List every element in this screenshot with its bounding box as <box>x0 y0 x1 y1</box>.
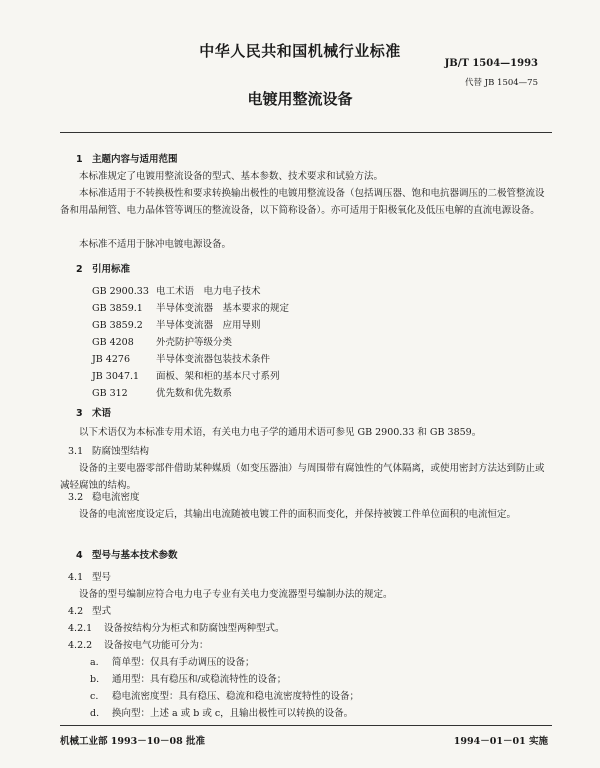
effective-date: 1994－01－01 实施 <box>453 736 548 747</box>
reference-name: 半导体变流器 基本要求的规定 <box>156 303 290 314</box>
subsection-text: 设备按结构分为柜式和防腐蚀型两种型式。 <box>104 623 285 634</box>
subsection-title: 防腐蚀型结构 <box>92 446 150 457</box>
list-item <box>90 705 359 722</box>
section-number: 3 <box>76 408 83 419</box>
replaces-standard: 代替 JB 1504—75 <box>464 78 538 88</box>
subsection-title: 型号 <box>92 572 112 583</box>
reference-code: GB 312 <box>92 388 128 399</box>
reference-code: GB 3859.2 <box>92 320 143 331</box>
list-text: 换向型：上述 a 或 b 或 c，且输出极性可以转换的设备。 <box>112 708 354 719</box>
subsection-number: 3.1 <box>68 446 84 457</box>
section-1-heading <box>76 151 178 165</box>
reference-list <box>92 283 289 402</box>
list-label: c. <box>90 691 99 702</box>
reference-code: GB 4208 <box>92 337 134 348</box>
subsection-number: 4.2.2 <box>68 640 93 651</box>
reference-name: 半导体变流器 应用导则 <box>156 320 261 331</box>
subsection-3-2-heading <box>68 489 140 503</box>
approval-date: 机械工业部 1993－10－08 批准 <box>60 736 205 747</box>
section-number: 1 <box>76 154 83 165</box>
subsection-4-1-text: 设备的型号编制应符合电力电子专业有关电力变流器型号编制办法的规定。 <box>79 589 393 600</box>
list-item <box>90 671 359 688</box>
standard-number: JB/T 1504—1993 <box>444 58 538 69</box>
reference-name: 电工术语 电力电子技术 <box>156 286 261 297</box>
subsection-4-2-2 <box>68 637 209 651</box>
section-title: 主题内容与适用范围 <box>92 154 178 165</box>
section-1-paragraph-3: 本标准不适用于脉冲电镀电源设备。 <box>79 239 232 250</box>
section-title: 术语 <box>92 408 112 419</box>
list-item <box>90 688 359 705</box>
list-text: 稳电流密度型：具有稳压、稳流和稳电流密度特性的设备； <box>112 691 360 702</box>
section-1-paragraph-1: 本标准规定了电镀用整流设备的型式、基本参数、技术要求和试验方法。 <box>79 171 384 182</box>
list-item <box>90 654 359 671</box>
reference-item <box>92 300 289 317</box>
subsection-title: 稳电流密度 <box>92 492 140 503</box>
subsection-number: 4.2 <box>68 606 84 617</box>
reference-code: JB 4276 <box>92 354 130 365</box>
reference-code: GB 3859.1 <box>92 303 143 314</box>
reference-name: 外壳防护等级分类 <box>156 337 233 348</box>
reference-item <box>92 317 289 334</box>
function-type-list <box>90 654 359 722</box>
subsection-number: 4.2.1 <box>68 623 93 634</box>
list-label: a. <box>90 657 99 668</box>
list-text: 通用型：具有稳压和/或稳流特性的设备； <box>112 674 287 685</box>
section-number: 2 <box>76 264 83 275</box>
header-rule <box>60 132 552 133</box>
subsection-3-1-heading <box>68 443 149 457</box>
section-2-heading <box>76 261 130 275</box>
subsection-4-1-heading <box>68 569 111 583</box>
subsection-4-2-heading <box>68 603 111 617</box>
list-label: d. <box>90 708 100 719</box>
document-title: 电镀用整流设备 <box>247 90 353 108</box>
subsection-number: 3.2 <box>68 492 84 503</box>
subsection-3-1-text: 设备的主要电器零部件借助某种媒质（如变压器油）与周围带有腐蚀性的气体隔离，或使用密封方法达到防止或减轻腐蚀的结构。 <box>60 463 545 491</box>
subsection-4-2-1 <box>68 620 285 634</box>
reference-item <box>92 283 289 300</box>
section-3-intro: 以下术语仅为本标准专用术语，有关电力电子学的通用术语可参见 GB 2900.33 和 GB 3859。 <box>79 427 482 438</box>
reference-code: JB 3047.1 <box>92 371 140 382</box>
reference-name: 优先数和优先数系 <box>156 388 233 399</box>
reference-name: 面板、架和柜的基本尺寸系列 <box>156 371 280 382</box>
reference-item <box>92 334 289 351</box>
subsection-3-2-text: 设备的电流密度设定后，其输出电流随被电镀工件的面积而变化，并保持被镀工件单位面积的电流恒定。 <box>79 509 517 520</box>
issuing-organization: 中华人民共和国机械行业标准 <box>199 42 401 60</box>
section-4-heading <box>76 547 178 561</box>
list-text: 简单型：仅具有手动调压的设备； <box>112 657 255 668</box>
section-number: 4 <box>76 550 83 561</box>
reference-code: GB 2900.33 <box>92 286 149 297</box>
section-title: 型号与基本技术参数 <box>92 550 178 561</box>
section-1-paragraph-2: 本标准适用于不转换极性和要求转换输出极性的电镀用整流设备（包括调压器、饱和电抗器调压的二极管整流设备和用晶闸管、电力晶体管等调压的整流设备，以下简称设备）。亦可适用于阳极氧化及低压电解的直流电源设备。 <box>60 188 545 216</box>
subsection-number: 4.1 <box>68 572 84 583</box>
list-label: b. <box>90 674 100 685</box>
subsection-title: 型式 <box>92 606 112 617</box>
reference-name: 半导体变流器包装技术条件 <box>156 354 271 365</box>
reference-item <box>92 368 289 385</box>
subsection-text: 设备按电气功能可分为： <box>104 640 209 651</box>
reference-item <box>92 385 289 402</box>
section-3-heading <box>76 405 111 419</box>
footer-rule <box>60 725 552 726</box>
reference-item <box>92 351 289 368</box>
section-title: 引用标准 <box>92 264 131 275</box>
